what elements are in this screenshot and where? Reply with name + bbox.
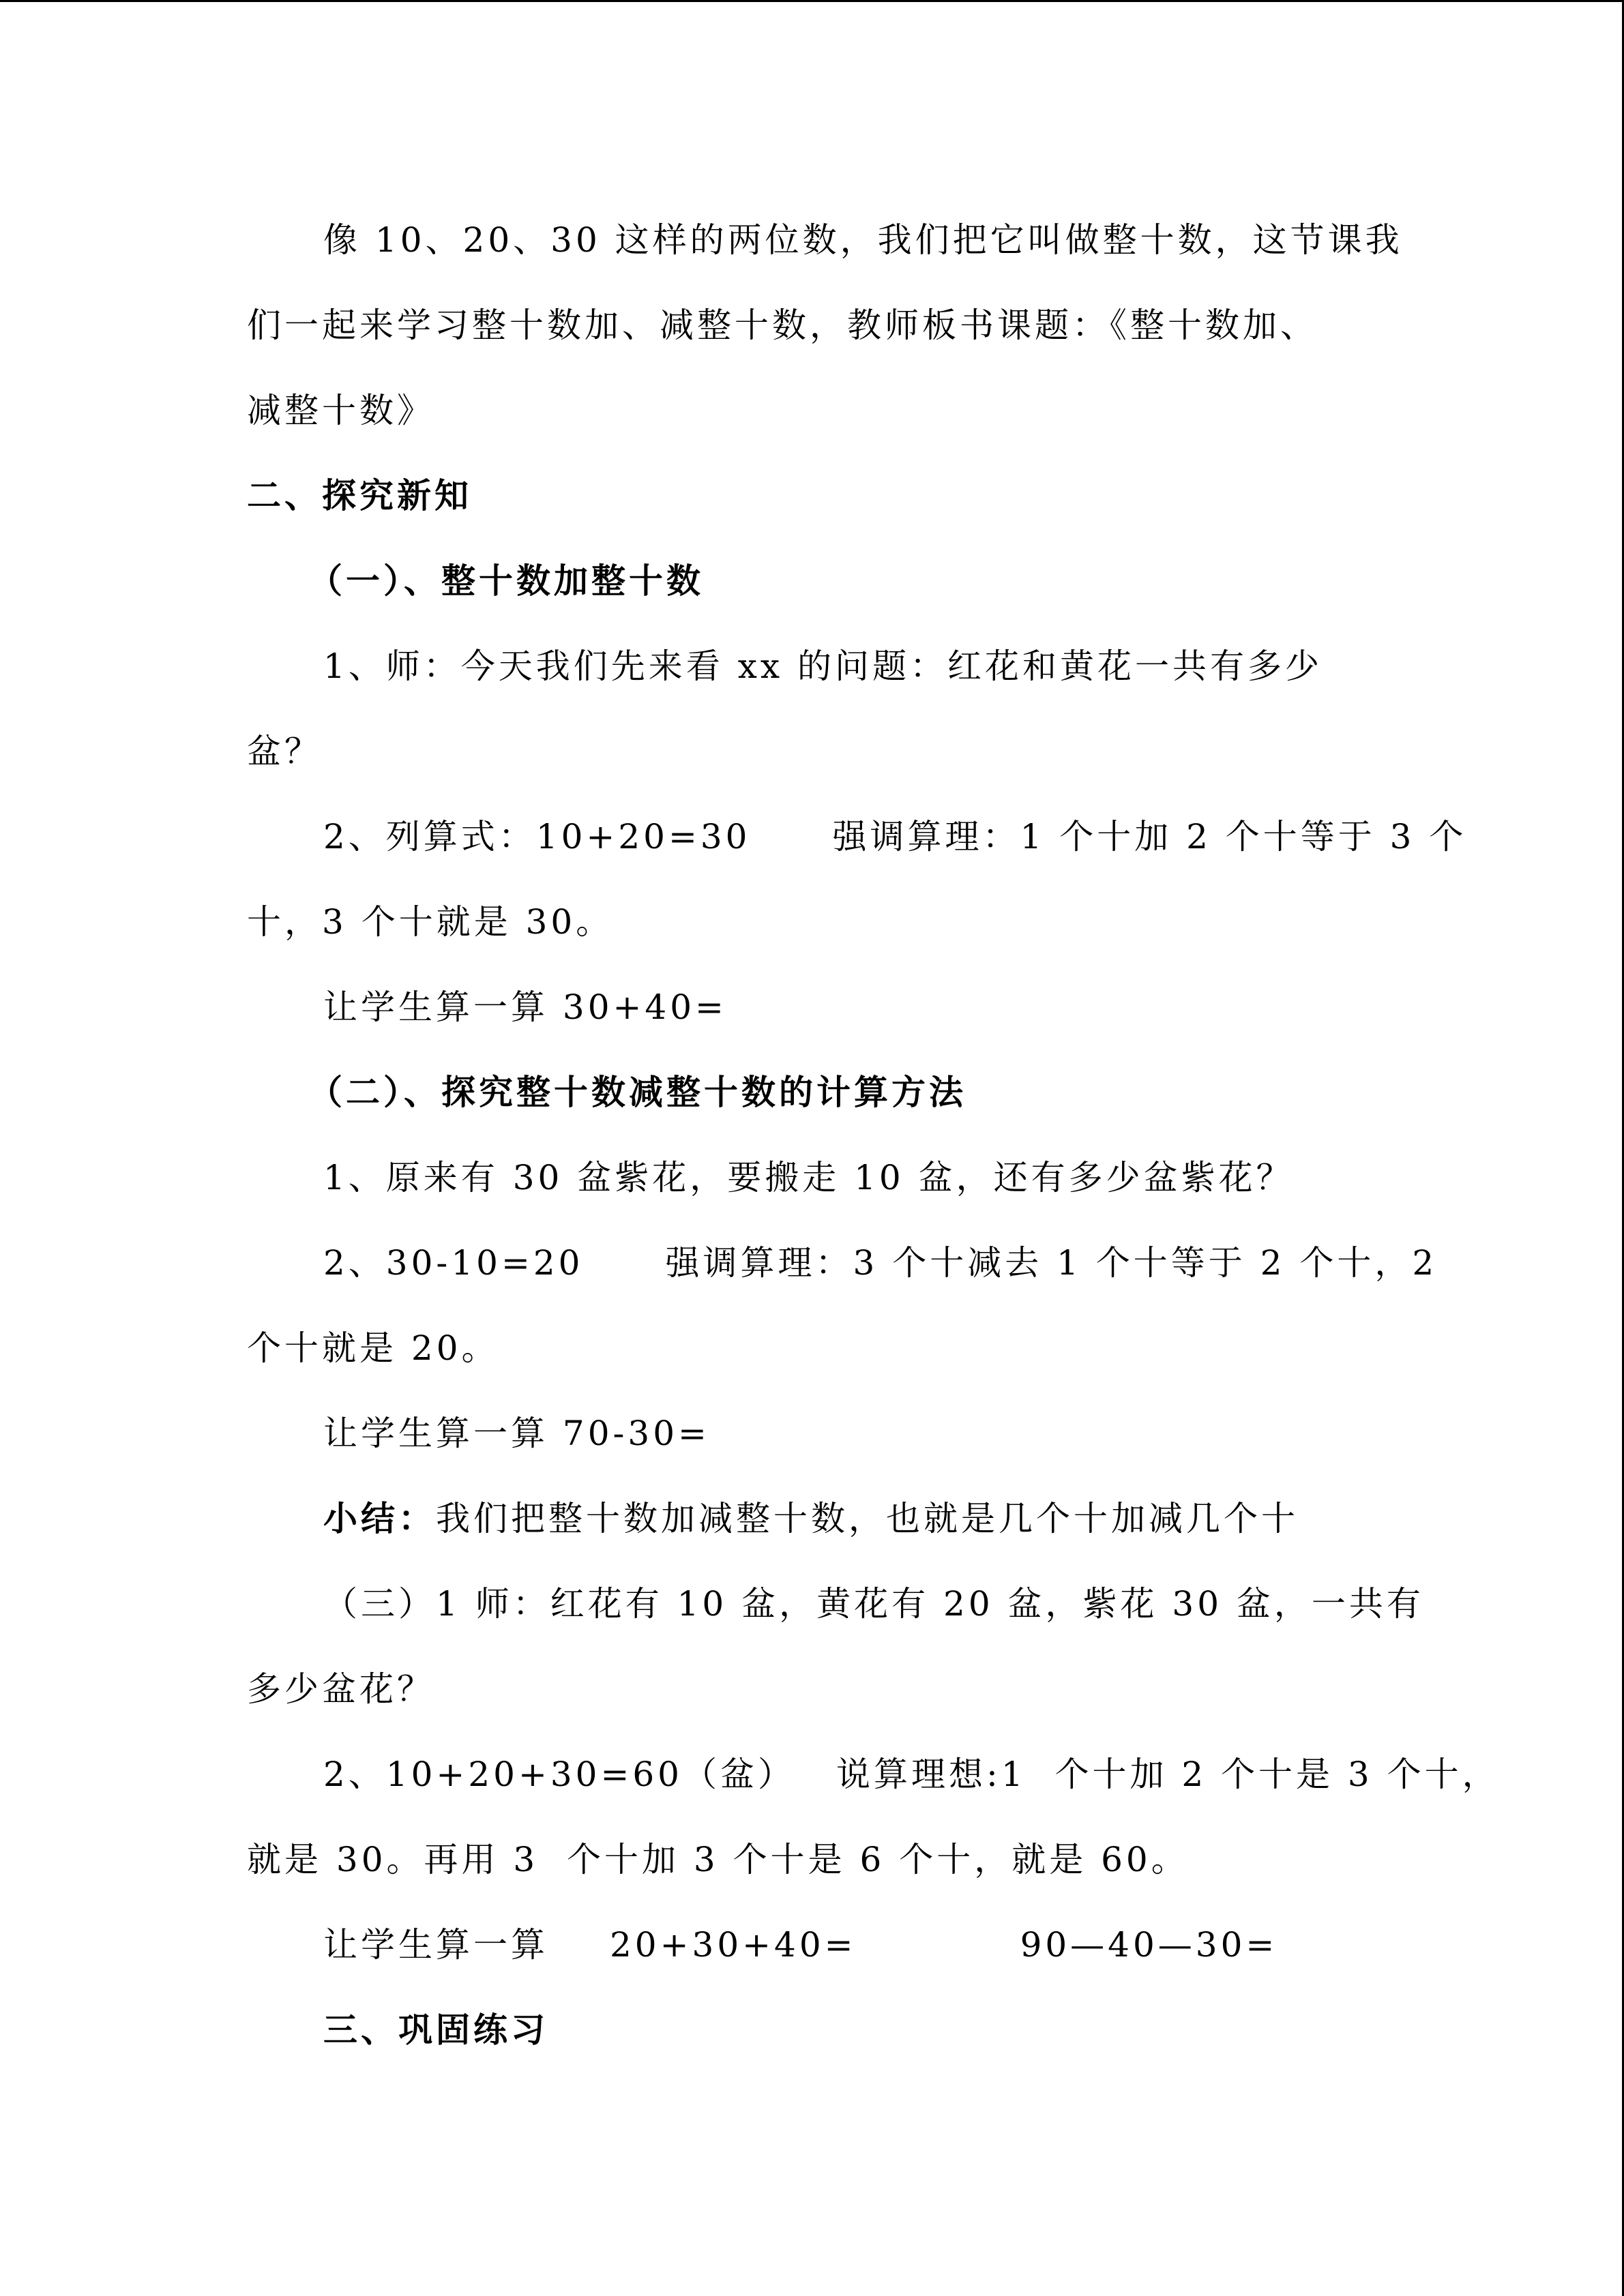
paragraph-intro-line-2: 们一起来学习整十数加、减整十数，教师板书课题：《整十数加、 (247, 305, 1318, 345)
page-border-top (0, 0, 1624, 2)
paragraph-intro-line-3: 减整十数》 (247, 391, 434, 430)
mixed-practice-line (323, 1924, 1278, 1965)
section-heading-practice: 三、巩固练习 (323, 2010, 548, 2050)
addition-formula: 2、列算式：10+20=30 (323, 817, 751, 856)
subsection-heading-addition: （一）、整十数加整十数 (308, 561, 704, 601)
subsection-heading-subtraction: （二）、探究整十数减整十数的计算方法 (308, 1072, 966, 1112)
mixed-practice-expr-2: 90—40—30= (1020, 1925, 1278, 1965)
addition-question-line-1: 1、师：今天我们先来看 xx 的问题：红花和黄花一共有多少 (323, 646, 1323, 686)
subtraction-reasoning: 强调算理：3 个十减去 1 个十等于 2 个十，2 (665, 1243, 1438, 1283)
summary-text: 我们把整十数加减整十数，也就是几个十加减几个十 (436, 1499, 1299, 1538)
subtraction-practice: 让学生算一算 70-30= (323, 1414, 710, 1453)
summary-label: 小结： (323, 1498, 436, 1538)
subtraction-reasoning-continued: 个十就是 20。 (247, 1328, 499, 1368)
mixed-practice-label: 让学生算一算 (323, 1925, 548, 1965)
subtraction-formula-line (323, 1242, 1437, 1283)
summary-line (323, 1498, 1299, 1539)
addition-question-line-2: 盆？ (247, 732, 322, 771)
mixed-practice-expr-1: 20+30+40= (610, 1925, 857, 1965)
paragraph-intro-line-1: 像 10、20、30 这样的两位数，我们把它叫做整十数，这节课我 (323, 220, 1403, 260)
subtraction-question: 1、原来有 30 盆紫花，要搬走 10 盆，还有多少盆紫花？ (323, 1158, 1294, 1197)
mixed-reasoning-continued: 就是 30。再用 3 个十加 3 个十是 6 个十，就是 60。 (247, 1840, 1189, 1879)
addition-reasoning-continued: 十，3 个十就是 30。 (247, 902, 614, 942)
section-heading-explore: 二、探究新知 (247, 475, 472, 516)
subtraction-formula: 2、30-10=20 (323, 1243, 584, 1283)
addition-practice: 让学生算一算 30+40= (323, 987, 727, 1027)
mixed-question-line-2: 多少盆花？ (247, 1669, 434, 1709)
addition-formula-line (323, 816, 1466, 857)
mixed-formula: 2、10+20+30=60（盆） (323, 1755, 795, 1794)
mixed-question-line-1: （三）1 师：红花有 10 盆，黄花有 20 盆，紫花 30 盆，一共有 (323, 1584, 1424, 1624)
addition-reasoning: 强调算理：1 个十加 2 个十等于 3 个 (832, 817, 1467, 856)
mixed-formula-line (323, 1754, 1500, 1795)
mixed-reasoning: 说算理想:1 个十加 2 个十是 3 个十， (836, 1755, 1500, 1794)
